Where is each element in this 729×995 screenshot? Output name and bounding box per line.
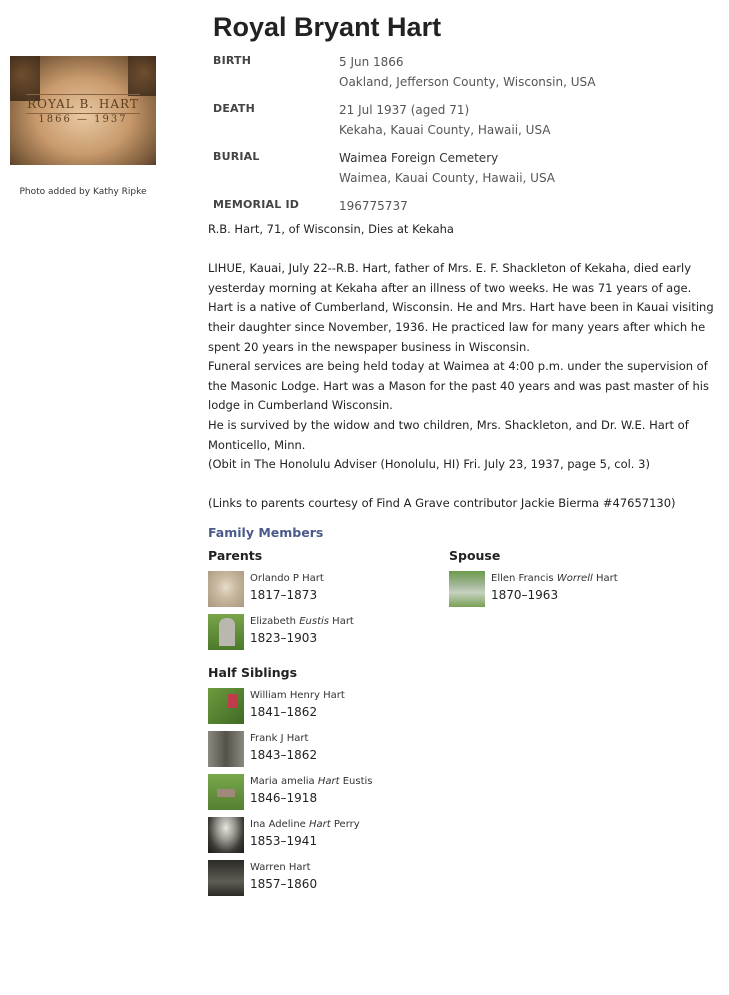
birth-place: Oakland, Jefferson County, Wisconsin, USA	[339, 75, 596, 89]
member-photo	[208, 614, 244, 650]
member-dates: 1817–1873	[250, 588, 318, 602]
family-member[interactable]	[208, 817, 373, 853]
member-name: Ina Adeline Hart Perry	[250, 819, 360, 830]
bio-headline: R.B. Hart, 71, of Wisconsin, Dies at Kekaha	[208, 222, 454, 236]
photo-column	[10, 56, 156, 197]
family-member[interactable]	[208, 614, 354, 650]
spouse-heading: Spouse	[449, 548, 501, 563]
burial-place: Waimea, Kauai County, Hawaii, USA	[339, 171, 555, 185]
cemetery-link[interactable]: Waimea Foreign Cemetery	[339, 151, 499, 165]
stone-inscription-name: ROYAL B. HART	[26, 94, 140, 114]
member-dates: 1853–1941	[250, 834, 318, 848]
fact-burial	[213, 148, 713, 188]
biography	[208, 220, 718, 514]
parents-section	[208, 548, 354, 657]
death-date: 21 Jul 1937 (aged 71)	[339, 103, 470, 117]
family-member[interactable]	[208, 774, 373, 810]
fact-label: BIRTH	[213, 54, 252, 67]
fact-memorial-id	[213, 196, 713, 216]
member-dates: 1823–1903	[250, 631, 318, 645]
member-name: Ellen Francis Worrell Hart	[491, 573, 618, 584]
fact-birth	[213, 52, 713, 92]
family-member[interactable]	[208, 731, 373, 767]
spouse-section	[449, 548, 618, 614]
leaf-decoration	[128, 56, 156, 96]
family-member[interactable]	[208, 688, 373, 724]
member-dates: 1846–1918	[250, 791, 318, 805]
page-title: Royal Bryant Hart	[213, 12, 442, 42]
memorial-facts	[213, 52, 713, 224]
fact-label: MEMORIAL ID	[213, 198, 300, 211]
member-name: Frank J Hart	[250, 733, 309, 744]
family-member[interactable]	[208, 860, 373, 896]
member-photo	[208, 817, 244, 853]
fact-label: DEATH	[213, 102, 256, 115]
member-photo	[449, 571, 485, 607]
bio-paragraph: LIHUE, Kauai, July 22--R.B. Hart, father of Mrs. E. F. Shackleton of Kekaha, died early yesterday morning at Kekaha after an illness of two weeks. He was 71 years of age.	[208, 261, 692, 295]
member-photo	[208, 731, 244, 767]
fact-label: BURIAL	[213, 150, 260, 163]
member-dates: 1841–1862	[250, 705, 318, 719]
member-dates: 1857–1860	[250, 877, 318, 891]
member-photo	[208, 571, 244, 607]
member-name: Elizabeth Eustis Hart	[250, 616, 354, 627]
member-name: William Henry Hart	[250, 690, 345, 701]
birth-date: 5 Jun 1866	[339, 55, 404, 69]
stone-inscription-dates: 1866 — 1937	[38, 114, 128, 125]
half-siblings-section	[208, 665, 373, 903]
parents-heading: Parents	[208, 548, 263, 563]
member-photo	[208, 688, 244, 724]
member-name: Orlando P Hart	[250, 573, 324, 584]
member-dates: 1870–1963	[491, 588, 559, 602]
death-place: Kekaha, Kauai County, Hawaii, USA	[339, 123, 551, 137]
member-dates: 1843–1862	[250, 748, 318, 762]
family-member[interactable]	[208, 571, 354, 607]
member-name: Warren Hart	[250, 862, 311, 873]
member-photo	[208, 774, 244, 810]
member-name: Maria amelia Hart Eustis	[250, 776, 373, 787]
gravestone-photo[interactable]	[10, 56, 156, 165]
photo-credit: Photo added by Kathy Ripke	[19, 187, 147, 197]
family-members-header[interactable]: Family Members	[208, 525, 324, 540]
family-member[interactable]	[449, 571, 618, 607]
memorial-id: 196775737	[339, 199, 408, 213]
member-photo	[208, 860, 244, 896]
half-siblings-heading: Half Siblings	[208, 665, 298, 680]
fact-death	[213, 100, 713, 140]
bio-links-note: (Links to parents courtesy of Find A Grave contributor Jackie Bierma #47657130)	[208, 496, 676, 511]
bio-paragraph: Hart is a native of Cumberland, Wisconsin. He and Mrs. Hart have been in Kauai visiting their daughter since November, 1936. He practiced law for many years after which he spent 20 years in the newspaper business in Wisconsin.	[208, 300, 714, 354]
bio-paragraph: (Obit in The Honolulu Adviser (Honolulu, HI) Fri. July 23, 1937, page 5, col. 3)	[208, 457, 650, 472]
bio-paragraph: Funeral services are being held today at Waimea at 4:00 p.m. under the supervision of the Masonic Lodge. Hart was a Mason for the past 40 years and was past master of his lodge in Cumberland Wisconsin.	[208, 359, 709, 413]
bio-paragraph: He is survived by the widow and two children, Mrs. Shackleton, and Dr. W.E. Hart of Monticello, Minn.	[208, 417, 689, 452]
